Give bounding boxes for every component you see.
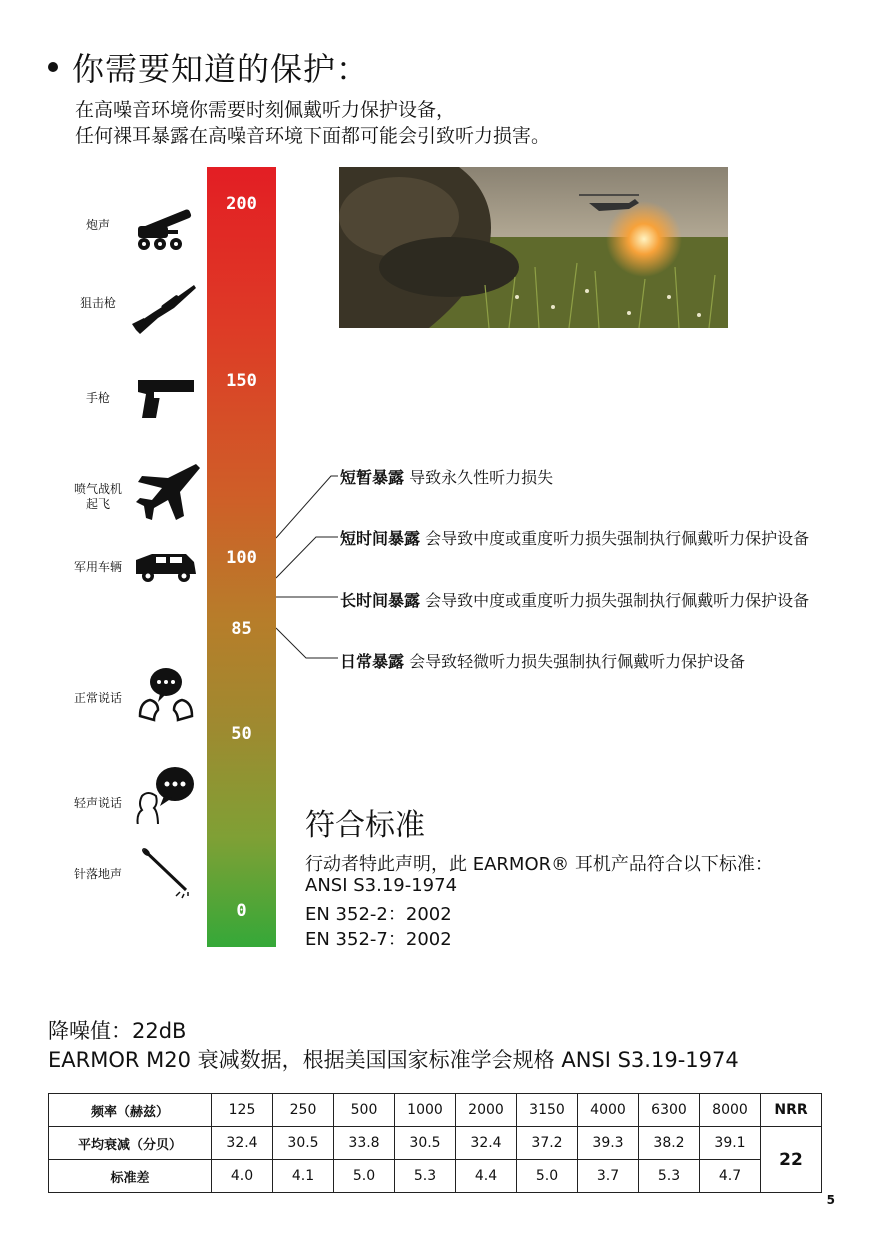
nrr-value: 22 xyxy=(761,1127,822,1193)
source-label-jet: 喷气战机 起飞 xyxy=(73,482,122,511)
mean-cell: 38.2 xyxy=(639,1127,700,1160)
std-cell: 4.7 xyxy=(700,1160,761,1193)
exposure-term: 长时间暴露 xyxy=(340,591,421,610)
source-label-vehicle: 军用车辆 xyxy=(73,560,122,574)
freq-cell: 4000 xyxy=(578,1094,639,1127)
row-header-frequency: 频率（赫兹） xyxy=(49,1094,212,1127)
std-cell: 4.1 xyxy=(273,1160,334,1193)
soldier-battlefield-photo xyxy=(339,167,728,328)
exposure-desc: 会导致轻微听力损失强制执行佩戴听力保护设备 xyxy=(404,652,746,671)
exposure-long-time xyxy=(340,588,809,611)
exposure-term: 短时间暴露 xyxy=(340,529,421,548)
nrr-header: NRR xyxy=(761,1094,822,1127)
source-label-conversation: 正常说话 xyxy=(73,691,122,705)
freq-cell: 6300 xyxy=(639,1094,700,1127)
exposure-desc: 会导致中度或重度听力损失强制执行佩戴听力保护设备 xyxy=(420,529,810,548)
scale-tick-200: 200 xyxy=(226,194,257,214)
std-cell: 5.3 xyxy=(395,1160,456,1193)
decibel-scale-bar xyxy=(207,167,276,947)
scale-tick-85: 85 xyxy=(231,619,252,639)
whisper-icon xyxy=(130,764,202,824)
mean-cell: 30.5 xyxy=(395,1127,456,1160)
mean-cell: 37.2 xyxy=(517,1127,578,1160)
standard-ansi: ANSI S3.19-1974 xyxy=(305,875,458,896)
conversation-icon xyxy=(130,664,202,724)
mean-cell: 32.4 xyxy=(212,1127,273,1160)
cannon-icon xyxy=(130,200,202,260)
scale-tick-0: 0 xyxy=(236,901,247,921)
page-title xyxy=(48,44,369,90)
standard-en-352-7: EN 352-7：2002 xyxy=(305,929,452,950)
row-header-mean-attenuation: 平均衰减（分贝） xyxy=(49,1127,212,1160)
mean-cell: 39.3 xyxy=(578,1127,639,1160)
exposure-short-time xyxy=(340,526,809,549)
scale-tick-50: 50 xyxy=(231,724,252,744)
jet-fighter-icon xyxy=(130,462,202,522)
pin-drop-icon xyxy=(130,846,202,906)
scale-tick-150: 150 xyxy=(226,371,257,391)
table-row-mean-attenuation xyxy=(49,1127,822,1160)
exposure-desc: 导致永久性听力损失 xyxy=(404,468,554,487)
freq-cell: 3150 xyxy=(517,1094,578,1127)
standards-title: 符合标准 xyxy=(305,808,425,843)
std-cell: 5.0 xyxy=(517,1160,578,1193)
intro-line-2: 任何裸耳暴露在高噪音环境下面都可能会引致听力损害。 xyxy=(75,125,551,147)
freq-cell: 8000 xyxy=(700,1094,761,1127)
bullet-dot xyxy=(48,62,58,72)
exposure-desc: 会导致中度或重度听力损失强制执行佩戴听力保护设备 xyxy=(420,591,810,610)
freq-cell: 250 xyxy=(273,1094,334,1127)
standard-en-352-2: EN 352-2：2002 xyxy=(305,904,452,925)
std-cell: 3.7 xyxy=(578,1160,639,1193)
source-label-cannon: 炮声 xyxy=(85,218,110,232)
std-cell: 5.3 xyxy=(639,1160,700,1193)
mean-cell: 33.8 xyxy=(334,1127,395,1160)
exposure-short-burst xyxy=(340,465,553,488)
freq-cell: 2000 xyxy=(456,1094,517,1127)
nrr-title: 降噪值：22dB xyxy=(48,1019,187,1043)
military-vehicle-icon xyxy=(130,540,202,600)
sniper-rifle-icon xyxy=(130,278,202,338)
table-row-frequency xyxy=(49,1094,822,1127)
pistol-icon xyxy=(130,370,202,430)
attenuation-table xyxy=(48,1093,822,1193)
table-row-std-dev xyxy=(49,1160,822,1193)
page-title-text: 你需要知道的保护： xyxy=(72,50,370,88)
freq-cell: 500 xyxy=(334,1094,395,1127)
source-label-pin-drop: 针落地声 xyxy=(73,867,122,881)
std-cell: 5.0 xyxy=(334,1160,395,1193)
source-label-whisper: 轻声说话 xyxy=(73,796,122,810)
standards-declaration: 行动者特此声明，此 EARMOR® 耳机产品符合以下标准： xyxy=(305,854,773,875)
intro-line-1: 在高噪音环境你需要时刻佩戴听力保护设备， xyxy=(75,99,456,121)
source-label-pistol: 手枪 xyxy=(85,391,110,405)
freq-cell: 125 xyxy=(212,1094,273,1127)
mean-cell: 30.5 xyxy=(273,1127,334,1160)
exposure-term: 日常暴露 xyxy=(340,652,405,671)
page-number: 5 xyxy=(826,1193,835,1207)
exposure-daily xyxy=(340,649,745,672)
mean-cell: 39.1 xyxy=(700,1127,761,1160)
exposure-connector-lines xyxy=(276,470,342,670)
source-label-sniper: 狙击枪 xyxy=(79,296,116,310)
nrr-subtitle: EARMOR M20 衰减数据，根据美国国家标准学会规格 ANSI S3.19-1974 xyxy=(48,1048,739,1072)
exposure-term: 短暂暴露 xyxy=(340,468,405,487)
std-cell: 4.4 xyxy=(456,1160,517,1193)
mean-cell: 32.4 xyxy=(456,1127,517,1160)
freq-cell: 1000 xyxy=(395,1094,456,1127)
scale-tick-100: 100 xyxy=(226,548,257,568)
std-cell: 4.0 xyxy=(212,1160,273,1193)
row-header-std-dev: 标准差 xyxy=(49,1160,212,1193)
